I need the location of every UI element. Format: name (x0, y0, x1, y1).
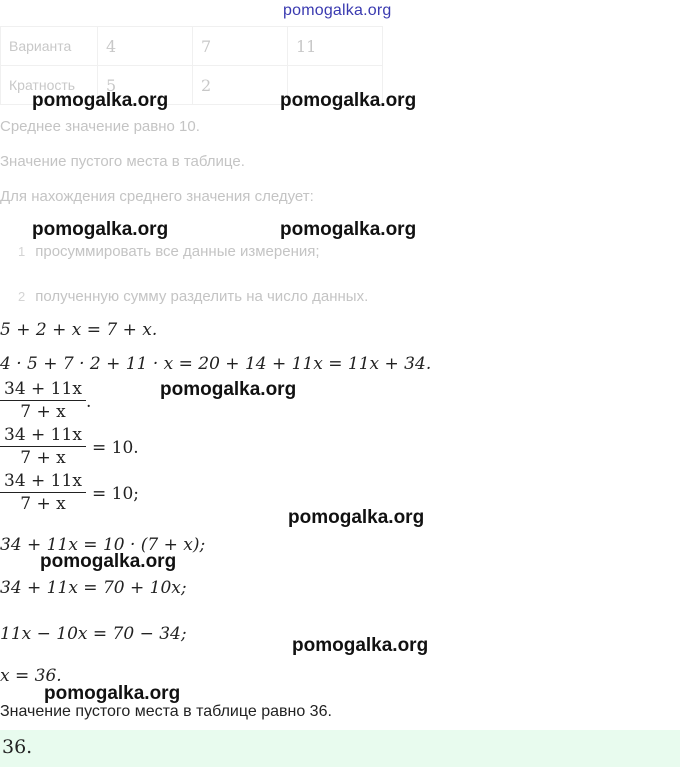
answer-value: 36. (2, 736, 33, 758)
equation-sum-multiplicities: 5 + 2 + x = 7 + x. (0, 320, 158, 340)
table-header-variant: Варианта (1, 27, 98, 66)
fraction-denominator: 7 + x (20, 402, 66, 422)
equation-cross-multiply: 34 + 11x = 10 · (7 + x); (0, 535, 206, 555)
empty-cell-statement: Значение пустого места в таблице. (0, 153, 245, 170)
answer-box (0, 730, 680, 767)
table-header-multiplicity: Кратность (1, 66, 98, 105)
fraction-numerator: 34 + 11x (0, 378, 86, 401)
mean-statement: Среднее значение равно 10. (0, 118, 200, 135)
fraction-numerator: 34 + 11x (0, 424, 86, 447)
fraction-numerator: 34 + 11x (0, 470, 86, 493)
fraction-mean-2 (0, 424, 86, 469)
table-cell: 5 (98, 66, 193, 105)
fraction-mean-3 (0, 470, 86, 515)
watermark: pomogalka.org (160, 379, 297, 400)
watermark: pomogalka.org (40, 551, 177, 572)
conclusion-text: Значение пустого места в таблице равно 36. (0, 703, 332, 720)
rule-step-2 (18, 288, 368, 305)
watermark: pomogalka.org (288, 507, 425, 528)
watermark-top: pomogalka.org (283, 2, 392, 19)
rule-step-1 (18, 243, 320, 260)
watermark: pomogalka.org (292, 635, 429, 656)
rule-intro: Для нахождения среднего значения следует: (0, 188, 314, 205)
step-number: 1 (18, 244, 26, 259)
fraction-equals: = 10; (92, 484, 140, 504)
fraction-mean-1 (0, 378, 86, 423)
fraction-equals: = 10. (92, 438, 139, 458)
table-cell: 7 (193, 27, 288, 66)
equation-solution: x = 36. (0, 666, 62, 686)
step-number: 2 (18, 289, 26, 304)
fraction-tail: . (86, 392, 92, 412)
watermark: pomogalka.org (44, 683, 181, 704)
watermark: pomogalka.org (32, 90, 169, 111)
fraction-denominator: 7 + x (20, 448, 66, 468)
fraction-denominator: 7 + x (20, 494, 66, 514)
step-text: просуммировать все данные измерения; (35, 243, 320, 260)
table-cell: 2 (193, 66, 288, 105)
equation-sum-values: 4 · 5 + 7 · 2 + 11 · x = 20 + 14 + 11x = 11x + 34. (0, 354, 432, 374)
watermark: pomogalka.org (280, 219, 417, 240)
equation-rearranged: 11x − 10x = 70 − 34; (0, 624, 187, 644)
watermark: pomogalka.org (32, 219, 169, 240)
table-cell: 11 (288, 27, 383, 66)
step-text: полученную сумму разделить на число данных. (35, 288, 369, 305)
watermark: pomogalka.org (280, 90, 417, 111)
equation-expanded: 34 + 11x = 70 + 10x; (0, 578, 187, 598)
table-row (1, 27, 383, 66)
table-cell: 4 (98, 27, 193, 66)
